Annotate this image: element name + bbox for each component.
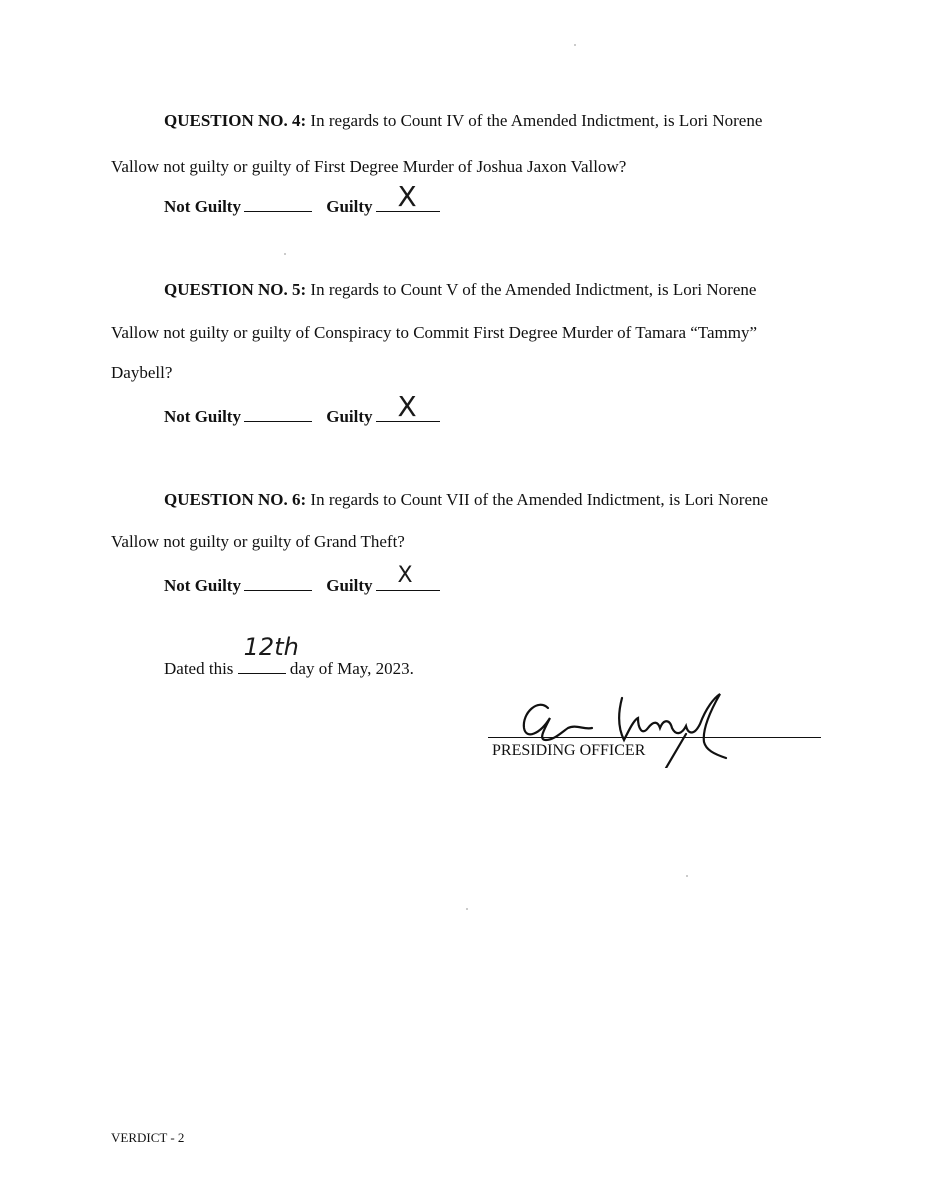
page-footer: VERDICT - 2 bbox=[111, 1130, 185, 1145]
day-blank bbox=[238, 633, 299, 674]
not-guilty-blank bbox=[244, 407, 312, 422]
guilty-label: Guilty bbox=[326, 576, 373, 595]
question-5-text: In regards to Count V of the Amended Indictment, is Lori Norene bbox=[310, 280, 757, 299]
question-4-answers bbox=[164, 180, 440, 217]
dated-suffix: day of May, 2023. bbox=[289, 659, 414, 678]
guilty-label: Guilty bbox=[326, 407, 373, 426]
question-4-label: QUESTION NO. 4: bbox=[164, 111, 307, 130]
not-guilty-blank bbox=[244, 197, 312, 212]
scan-speck bbox=[574, 44, 576, 46]
question-4-text: In regards to Count IV of the Amended Indictment, is Lori Norene bbox=[310, 111, 763, 130]
question-5-line-2: Vallow not guilty or guilty of Conspiracy to Commit First Degree Murder of Tamara “Tammy” bbox=[111, 323, 758, 342]
question-4-line-2: Vallow not guilty or guilty of First Degree Murder of Joshua Jaxon Vallow? bbox=[111, 157, 627, 176]
question-5-line-1 bbox=[164, 281, 756, 298]
question-6-line-2: Vallow not guilty or guilty of Grand Theft? bbox=[111, 532, 405, 551]
guilty-blank bbox=[376, 563, 440, 591]
not-guilty-label: Not Guilty bbox=[164, 576, 241, 595]
guilty-mark: X bbox=[397, 563, 413, 588]
not-guilty-label: Not Guilty bbox=[164, 197, 241, 216]
day-handwritten: 12th bbox=[243, 633, 299, 661]
guilty-blank bbox=[376, 390, 440, 423]
guilty-blank bbox=[376, 180, 440, 213]
question-4-line-1 bbox=[164, 112, 762, 129]
question-6-answers bbox=[164, 563, 440, 596]
signature-line bbox=[488, 737, 821, 738]
guilty-mark: X bbox=[397, 180, 417, 213]
scan-speck bbox=[284, 253, 286, 255]
dated-prefix: Dated this bbox=[164, 659, 234, 678]
question-6-label: QUESTION NO. 6: bbox=[164, 490, 307, 509]
presiding-officer-label: PRESIDING OFFICER bbox=[492, 742, 646, 759]
question-5-line-3: Daybell? bbox=[111, 363, 173, 382]
scan-speck bbox=[686, 875, 688, 877]
dated-line bbox=[164, 633, 414, 678]
guilty-mark: X bbox=[397, 390, 417, 423]
question-5-label: QUESTION NO. 5: bbox=[164, 280, 307, 299]
not-guilty-blank bbox=[244, 576, 312, 591]
guilty-label: Guilty bbox=[326, 197, 373, 216]
question-6-text: In regards to Count VII of the Amended Indictment, is Lori Norene bbox=[310, 490, 769, 509]
not-guilty-label: Not Guilty bbox=[164, 407, 241, 426]
scan-speck bbox=[466, 908, 468, 910]
question-6-line-1 bbox=[164, 491, 768, 508]
question-5-answers bbox=[164, 390, 440, 427]
